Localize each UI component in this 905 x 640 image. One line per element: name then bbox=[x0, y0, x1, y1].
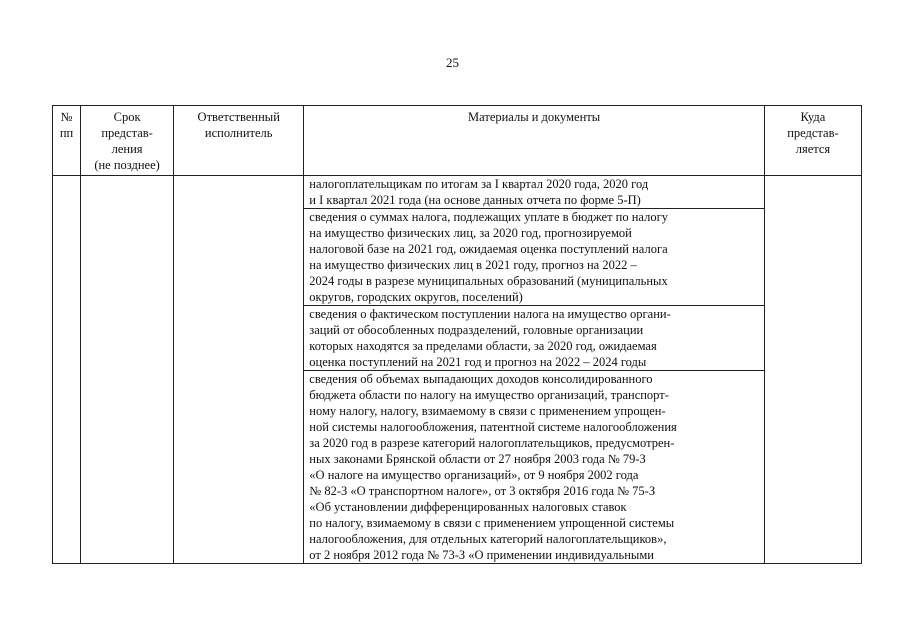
table-header-row bbox=[53, 106, 862, 176]
cell-deadline bbox=[81, 176, 174, 564]
cell-materials bbox=[304, 176, 765, 564]
header-deadline: Срок представ- ления (не позднее) bbox=[81, 106, 174, 176]
material-line: за 2020 год в разрезе категорий налогоплательщиков, предусмотрен- bbox=[309, 436, 675, 450]
material-line: ных законами Брянской области от 27 ноября 2003 года № 79-З bbox=[309, 452, 646, 466]
material-line: на имущество физических лиц в 2021 году, прогноз на 2022 – bbox=[309, 258, 637, 272]
material-line: 2024 годы в разрезе муниципальных образований (муниципальных bbox=[309, 274, 668, 288]
material-line: по налогу, взимаемому в связи с применением упрощенной системы bbox=[309, 516, 675, 530]
material-line: налогообложения, для отдельных категорий налогоплательщиков», bbox=[309, 532, 667, 546]
material-item bbox=[304, 208, 764, 305]
material-line: от 2 ноября 2012 года № 73-З «О применении индивидуальными bbox=[309, 548, 654, 562]
cell-recipient bbox=[764, 176, 861, 564]
material-line: «О налоге на имущество организаций», от 9 ноября 2002 года bbox=[309, 468, 639, 482]
header-executor: Ответственный исполнитель bbox=[174, 106, 304, 176]
page-number: 25 bbox=[446, 55, 459, 70]
header-num: № пп bbox=[53, 106, 81, 176]
material-line: налоговой базе на 2021 год, ожидаемая оценка поступлений налога bbox=[309, 242, 668, 256]
material-line: ной системы налогообложения, патентной системе налогообложения bbox=[309, 420, 677, 434]
material-item bbox=[304, 176, 764, 208]
material-line: округов, городских округов, поселений) bbox=[309, 290, 523, 304]
material-item bbox=[304, 305, 764, 370]
header-recipient: Куда представ- ляется bbox=[764, 106, 861, 176]
material-line: заций от обособленных подразделений, головные организации bbox=[309, 323, 644, 337]
material-line: налогоплательщикам по итогам за I квартал 2020 года, 2020 год bbox=[309, 177, 649, 191]
material-line: «Об установлении дифференцированных налоговых ставок bbox=[309, 500, 627, 514]
documents-table bbox=[52, 105, 862, 564]
material-line: на имущество физических лиц, за 2020 год, прогнозируемой bbox=[309, 226, 632, 240]
material-line: сведения об объемах выпадающих доходов консолидированного bbox=[309, 372, 653, 386]
material-line: сведения о фактическом поступлении налога на имущество органи- bbox=[309, 307, 671, 321]
material-line: сведения о суммах налога, подлежащих уплате в бюджет по налогу bbox=[309, 210, 668, 224]
material-line: ному налогу, налогу, взимаемому в связи с применением упрощен- bbox=[309, 404, 666, 418]
materials-list bbox=[304, 176, 764, 563]
material-line: бюджета области по налогу на имущество организаций, транспорт- bbox=[309, 388, 669, 402]
material-line: оценка поступлений на 2021 год и прогноз на 2022 – 2024 годы bbox=[309, 355, 647, 369]
header-materials: Материалы и документы bbox=[304, 106, 765, 176]
material-line: № 82-З «О транспортном налоге», от 3 октября 2016 года № 75-З bbox=[309, 484, 656, 498]
cell-num bbox=[53, 176, 81, 564]
table-row bbox=[53, 176, 862, 564]
material-item bbox=[304, 370, 764, 563]
material-line: которых находятся за пределами области, за 2020 год, ожидаемая bbox=[309, 339, 657, 353]
material-line: и I квартал 2021 года (на основе данных отчета по форме 5-П) bbox=[309, 193, 641, 207]
cell-executor bbox=[174, 176, 304, 564]
